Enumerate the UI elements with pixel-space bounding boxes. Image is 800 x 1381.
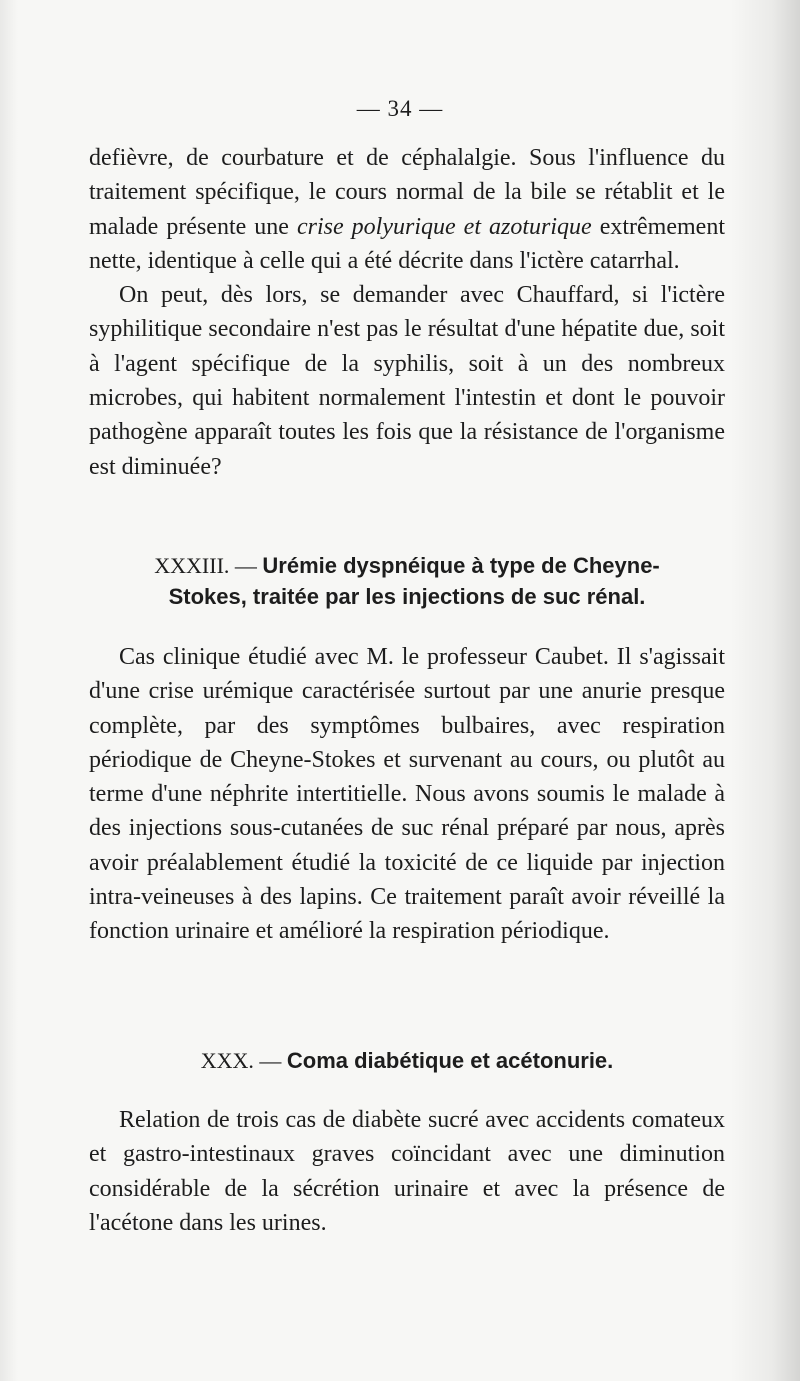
heading-line-2: Stokes, traitée par les injections de suc rénal. xyxy=(168,584,646,609)
section-xxxiii-body xyxy=(89,640,725,949)
paragraph-2: On peut, dès lors, se demander avec Chauffard, si l'ictère syphilitique secondaire n'est pas le résultat d'une hépatite due, soit à l'agent spécifique de la syphilis, soit à un des nombreux microbes, qui habitent normalement l'intestin et dont le pouvoir pathogène apparaît toutes les fois que la résistance de l'organisme est diminuée? xyxy=(89,282,725,480)
italic-term: crise polyurique et azoturique xyxy=(296,213,592,240)
paragraph-4: Relation de trois cas de diabète sucré avec accidents comateux et gastro-intestinaux graves coïncidant avec une diminution considérable de la sécrétion urinaire et avec la présence de l'acétone dans les urines. xyxy=(89,1107,725,1236)
section-number: XXX. — xyxy=(200,1048,287,1073)
section-xxx-body xyxy=(89,1103,725,1240)
page-shadow-right xyxy=(730,0,800,1381)
heading-line-1 xyxy=(89,550,725,581)
section-title: Urémie dyspnéique à type de Cheyne- xyxy=(262,553,660,578)
page-shadow-left xyxy=(0,0,18,1381)
paragraph-3: Cas clinique étudié avec M. le professeur Caubet. Il s'agissait d'une crise urémique caractérisée surtout par une anurie presque complète, par des symptômes bulbaires, avec respiration périodique de Cheyne-Stokes et survenant au cours, ou plutôt au terme d'une néphrite intertitielle. Nous avons soumis le malade à des injections sous-cutanées de suc rénal préparé par nous, après avoir préalablement étudié la toxicité de ce liquide par injection intra-veineuses à des lapins. Ce traitement paraît avoir réveillé la fonction urinaire et amélioré la respiration périodique. xyxy=(89,644,725,945)
section-title: Coma diabétique et acétonurie. xyxy=(286,1048,614,1073)
intro-text xyxy=(89,141,725,484)
section-heading-xxxiii xyxy=(89,550,725,612)
page-number: — 34 — xyxy=(356,96,444,121)
section-heading-xxx xyxy=(89,1045,725,1076)
paragraph-1: defièvre, de courbature et de céphalalgie. Sous l'influence du traitement spécifique, le cours normal de la bile se rétablit et le malade présente une crise polyurique et azoturique extrêmement nette, identique à celle qui a été décrite dans l'ictère catarrhal. xyxy=(89,145,725,274)
section-number: XXXIII. — xyxy=(154,553,263,578)
